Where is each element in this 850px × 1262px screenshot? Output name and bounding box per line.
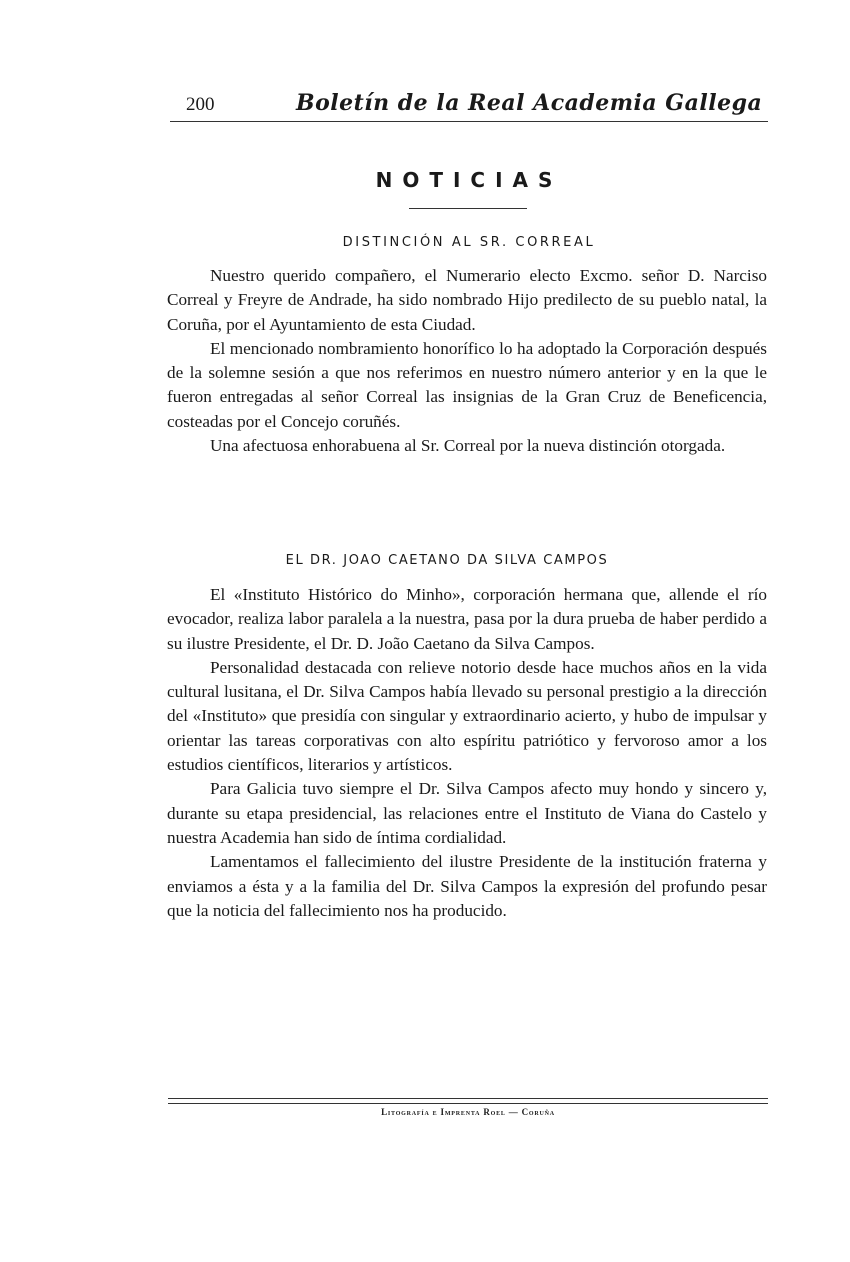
section-title: NOTICIAS [375, 168, 563, 192]
footer-rule [168, 1098, 768, 1099]
article-heading-silva-campos: EL DR. JOAO CAETANO DA SILVA CAMPOS [285, 553, 609, 568]
paragraph: Personalidad destacada con relieve notorio desde hace muchos años en la vida cultural lusitana, el Dr. Silva Campos había llevado su personal prestigio a la dirección del «Instituto» que presidía con singular y extraordinario acierto, y hubo de impulsar y orientar las tareas corporativas con alto espíritu patriótico y fervoroso amor a los estudios científicos, literarios y artísticos. [167, 657, 767, 775]
paragraph: Lamentamos el fallecimiento del ilustre Presidente de la institución fraterna y enviamos a ésta y a la familia del Dr. Silva Campos la expresión del profundo pesar que la noticia del fallecimiento nos ha producido. [167, 852, 767, 920]
paragraph: Para Galicia tuvo siempre el Dr. Silva Campos afecto muy hondo y sincero y, durante su etapa presidencial, las relaciones entre el Instituto de Viana do Castelo y nuestra Academia han sido de íntima cordialidad. [167, 779, 767, 847]
article-heading-correal: DISTINCIÓN AL SR. CORREAL [342, 235, 596, 250]
printer-colophon: Litografía e Imprenta Roel — Coruña [381, 1107, 555, 1117]
paragraph: Nuestro querido compañero, el Numerario electo Excmo. señor D. Narciso Correal y Freyre de Andrade, ha sido nombrado Hijo predilecto de su pueblo natal, la Coruña, por el Ayuntamiento de esta Ciudad. [167, 266, 767, 334]
paragraph: Una afectuosa enhorabuena al Sr. Correal por la nueva distinción otorgada. [210, 436, 726, 456]
running-title: Boletín de la Real Academia Gallega [296, 90, 763, 116]
page-header [168, 88, 768, 122]
header-rule [170, 121, 768, 122]
paragraph: El mencionado nombramiento honorífico lo ha adoptado la Corporación después de la solemne sesión a que nos referimos en nuestro número anterior y en la que le fueron entregadas al señor Correal las insignias de la Gran Cruz de Beneficencia, costeadas por el Concejo coruñés. [167, 338, 767, 431]
article-body-silva-campos [167, 583, 767, 923]
paragraph: El «Instituto Histórico do Minho», corporación hermana que, allende el río evocador, realiza labor paralela a la nuestra, pasa por la dura prueba de haber perdido a su ilustre Presidente, el Dr. D. João Caetano da Silva Campos. [167, 585, 767, 653]
footer-rule [168, 1103, 768, 1104]
page-number: 200 [186, 94, 215, 115]
article-body-correal [167, 264, 767, 458]
section-divider [409, 208, 527, 209]
